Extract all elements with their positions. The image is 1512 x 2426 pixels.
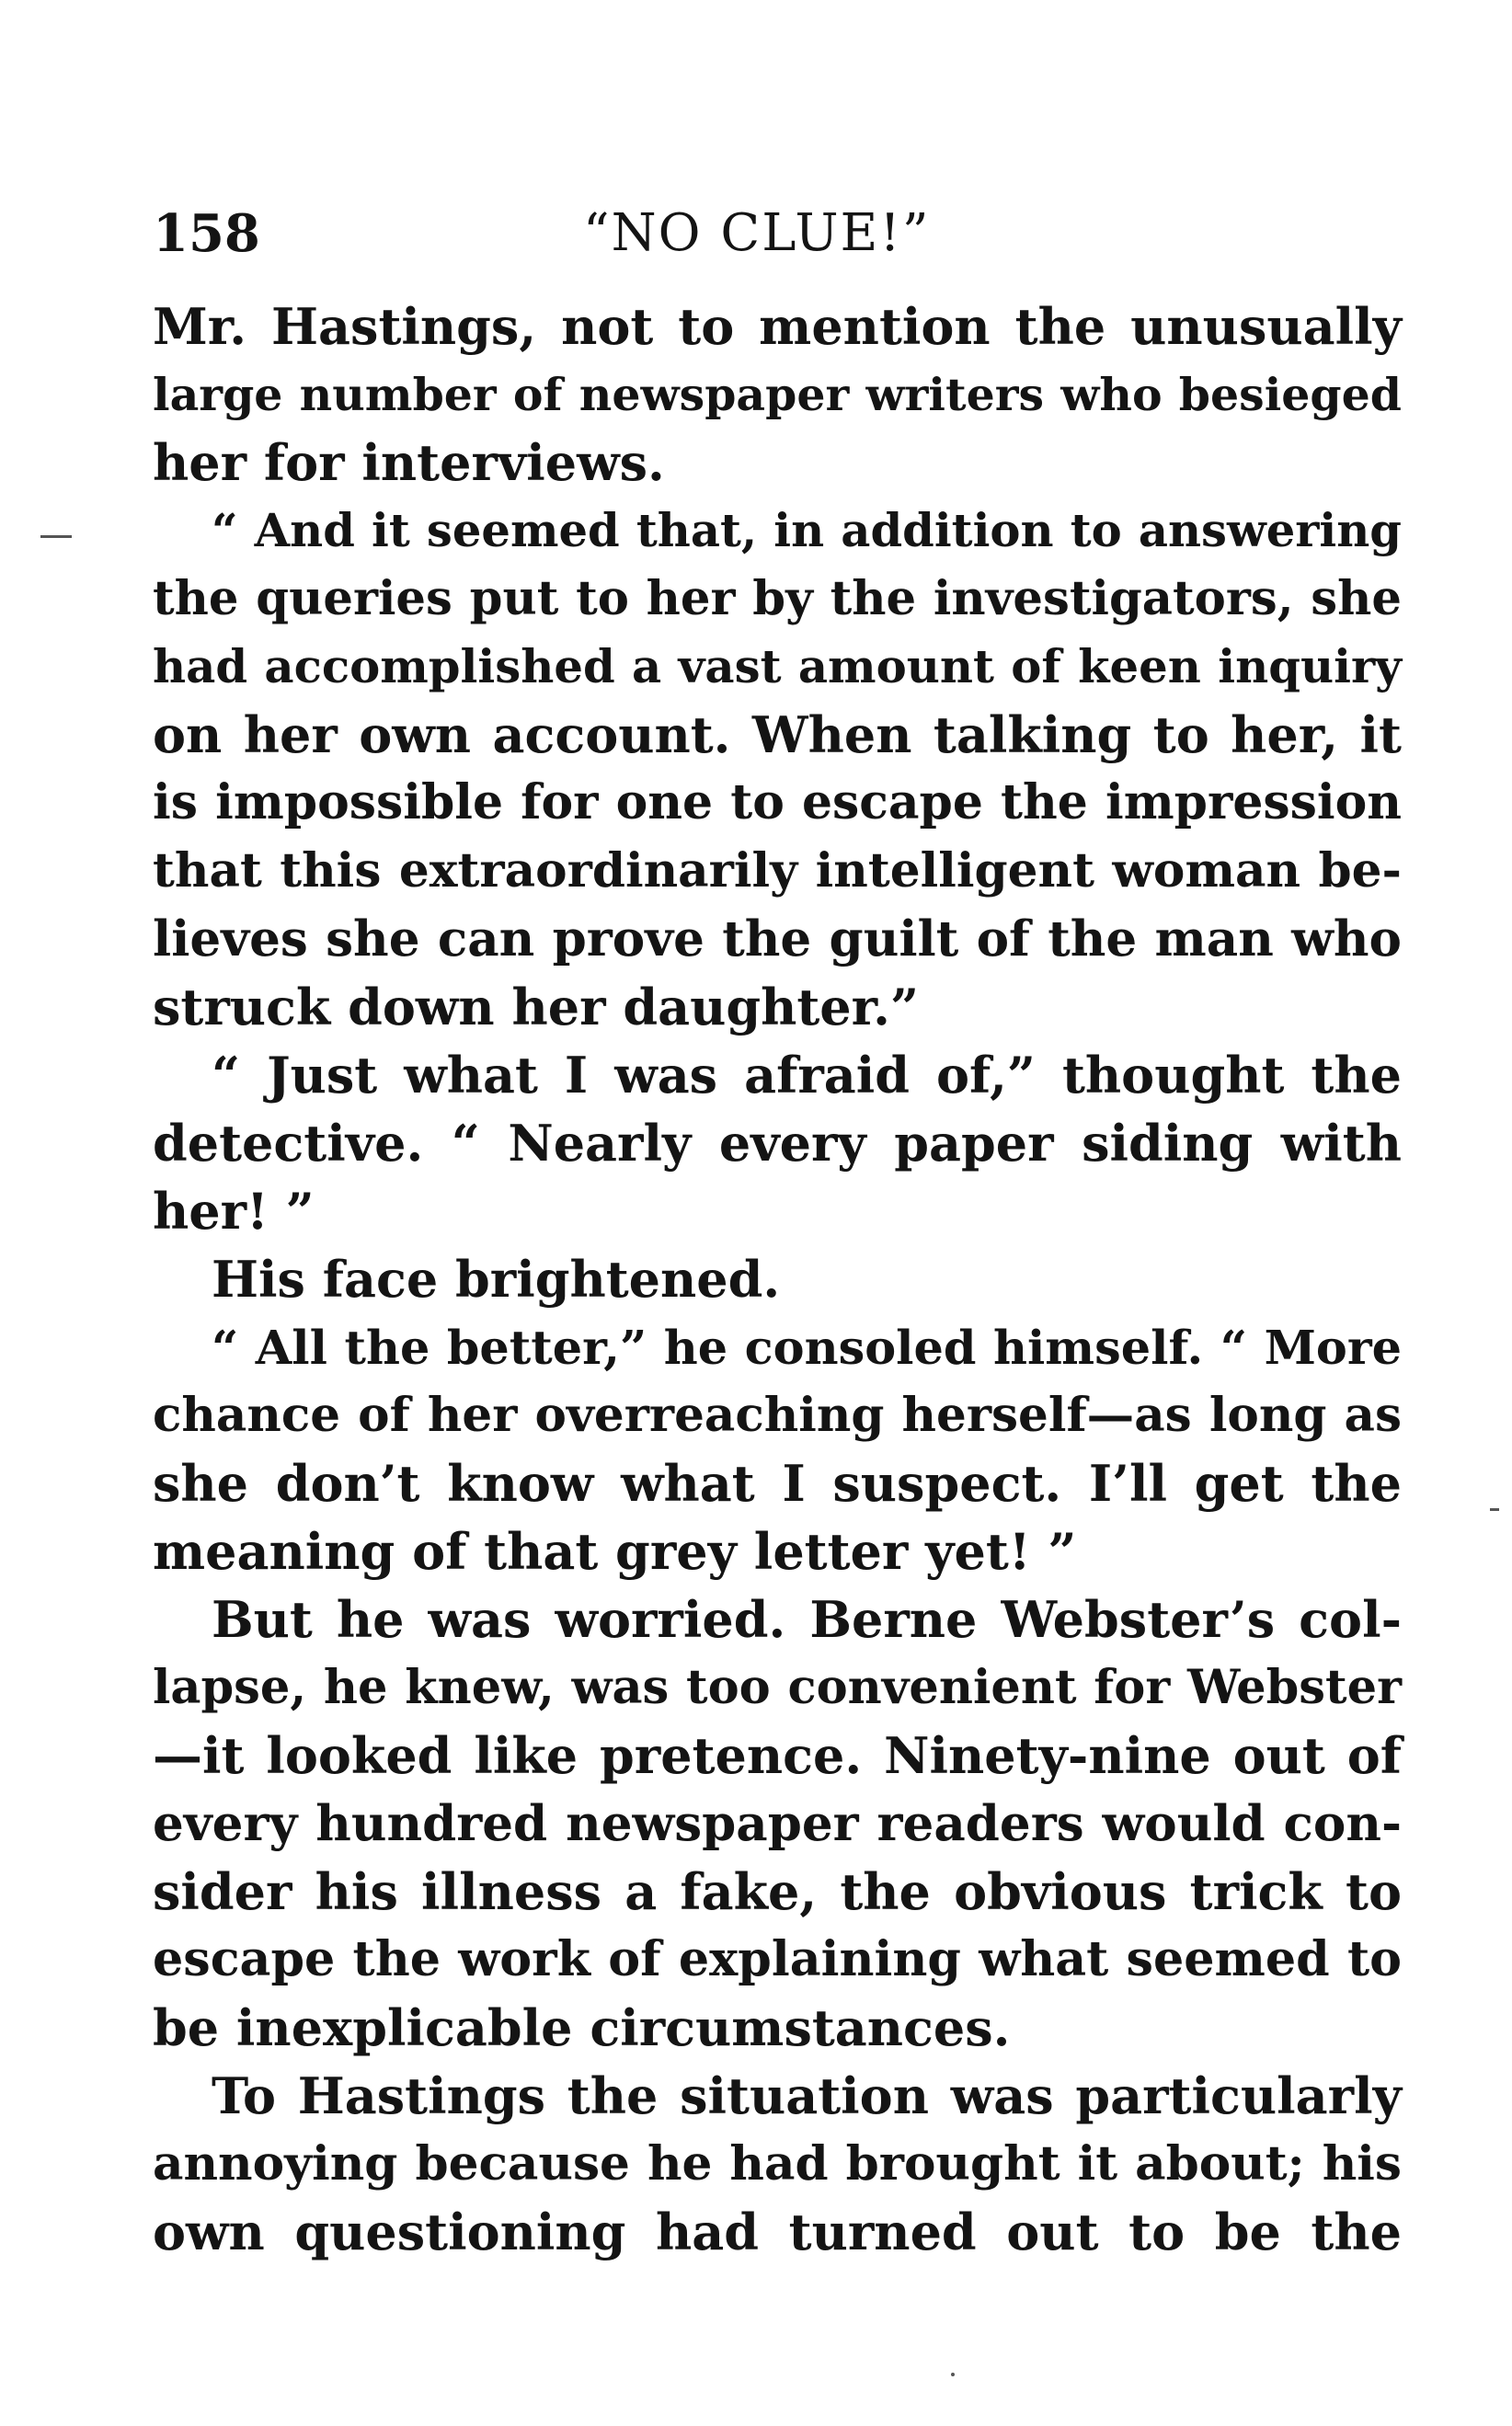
text-line: To Hastings the situation was particularly bbox=[212, 2066, 1402, 2125]
text-line: annoying because he had brought it about; his bbox=[153, 2135, 1402, 2191]
text-line: her for interviews. bbox=[153, 433, 665, 492]
text-line: every hundred newspaper readers would con- bbox=[153, 1794, 1402, 1852]
text-line: sider his illness a fake, the obvious trick to bbox=[153, 1862, 1402, 1921]
text-line: struck down her daughter.” bbox=[153, 978, 920, 1036]
text-line: meaning of that grey letter yet! ” bbox=[153, 1522, 1077, 1581]
page-number: 158 bbox=[153, 203, 260, 264]
text-line: But he was worried. Berne Webster’s col- bbox=[212, 1590, 1402, 1649]
margin-mark bbox=[40, 535, 72, 538]
page-header bbox=[153, 195, 1403, 272]
text-line: own questioning had turned out to be the bbox=[153, 2203, 1402, 2261]
running-title: “NO CLUE!” bbox=[583, 203, 931, 263]
text-line: “ All the better,” he consoled himself. “ More bbox=[212, 1320, 1402, 1375]
text-line: large number of newspaper writers who besieged bbox=[153, 368, 1402, 421]
text-line: that this extraordinarily intelligent woman be- bbox=[153, 842, 1402, 898]
text-line: on her own account. When talking to her, it bbox=[153, 705, 1402, 764]
text-line: —it looked like pretence. Ninety-nine out of bbox=[153, 1726, 1402, 1785]
text-line: she don’t know what I suspect. I’ll get the bbox=[153, 1454, 1402, 1513]
text-line: escape the work of explaining what seemed to bbox=[153, 1931, 1402, 1987]
text-line: His face brightened. bbox=[212, 1250, 781, 1309]
text-line: is impossible for one to escape the impression bbox=[153, 774, 1402, 830]
text-line: “ Just what I was afraid of,” thought the bbox=[212, 1046, 1402, 1104]
body-text bbox=[153, 292, 1402, 2266]
text-line: be inexplicable circumstances. bbox=[153, 1998, 1011, 2057]
text-line: lapse, he knew, was too convenient for Webster bbox=[153, 1660, 1402, 1715]
text-line: had accomplished a vast amount of keen inquiry bbox=[153, 639, 1402, 693]
text-line: detective. “ Nearly every paper siding with bbox=[153, 1114, 1402, 1173]
text-line: Mr. Hastings, not to mention the unusually bbox=[153, 297, 1402, 356]
text-line: her! ” bbox=[153, 1182, 315, 1241]
margin-mark bbox=[951, 2373, 955, 2376]
text-line: the queries put to her by the investigators, she bbox=[153, 571, 1402, 626]
margin-mark bbox=[1490, 1508, 1499, 1511]
text-line: chance of her overreaching herself—as long as bbox=[153, 1388, 1402, 1443]
text-line: lieves she can prove the guilt of the man who bbox=[153, 910, 1402, 967]
text-line: “ And it seemed that, in addition to answering bbox=[212, 503, 1402, 557]
